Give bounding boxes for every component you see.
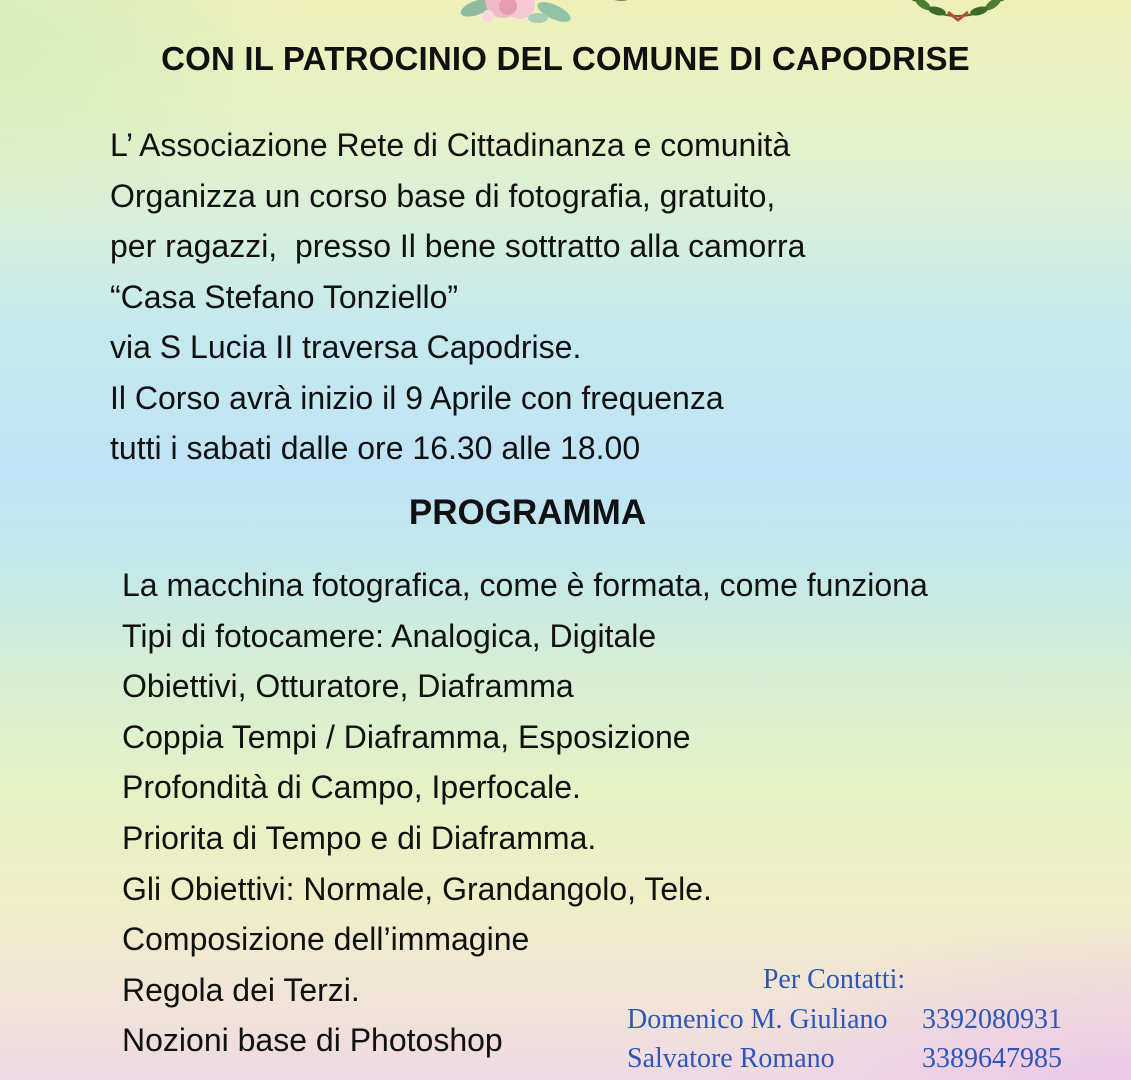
program-title: PROGRAMMA	[408, 493, 647, 532]
program-item: Tipi di fotocamere: Analogica, Digitale	[122, 617, 657, 654]
intro-line: L’ Associazione Rete di Cittadinanza e comunità	[110, 127, 791, 163]
contact-row	[624, 1039, 1084, 1078]
intro-text	[110, 120, 805, 474]
program-item: Coppia Tempi / Diaframma, Esposizione	[122, 718, 691, 755]
program-item: Profondità di Campo, Iperfocale.	[122, 769, 581, 806]
patronage-title: CON IL PATROCINIO DEL COMUNE DI CAPODRISE	[161, 40, 970, 77]
flowers-icon	[458, 0, 578, 30]
contacts-block	[624, 960, 1084, 1078]
contacts-heading: Per Contatti:	[762, 964, 906, 995]
contact-phone: 3392080931	[922, 1004, 1062, 1035]
program-item: Regola dei Terzi.	[122, 971, 360, 1008]
contact-row	[624, 1000, 1084, 1039]
intro-line: “Casa Stefano Tonziello”	[110, 278, 459, 315]
contact-name: Domenico M. Giuliano	[627, 1004, 888, 1035]
program-item: Composizione dell’immagine	[122, 921, 530, 958]
intro-line: Organizza un corso base di fotografia, gratuito,	[110, 177, 776, 214]
program-item: Gli Obiettivi: Normale, Grandangolo, Tele.	[122, 870, 712, 907]
intro-line: per ragazzi, presso Il bene sottratto alla camorra	[110, 228, 806, 264]
intro-line: tutti i sabati dalle ore 16.30 alle 18.00	[110, 430, 641, 466]
camera-logo-icon	[586, 0, 656, 12]
program-item: Priorita di Tempo e di Diaframma.	[122, 819, 597, 856]
laurel-wreath-icon	[893, 0, 1023, 22]
intro-line: Il Corso avrà inizio il 9 Aprile con frequenza	[110, 379, 724, 416]
contact-phone: 3389647985	[922, 1043, 1062, 1074]
contact-name: Salvatore Romano	[627, 1043, 835, 1074]
program-item: La macchina fotografica, come è formata, come funziona	[122, 567, 928, 603]
program-item: Nozioni base di Photoshop	[122, 1022, 503, 1059]
intro-line: via S Lucia II traversa Capodrise.	[110, 329, 582, 365]
program-item: Obiettivi, Otturatore, Diaframma	[122, 668, 574, 705]
